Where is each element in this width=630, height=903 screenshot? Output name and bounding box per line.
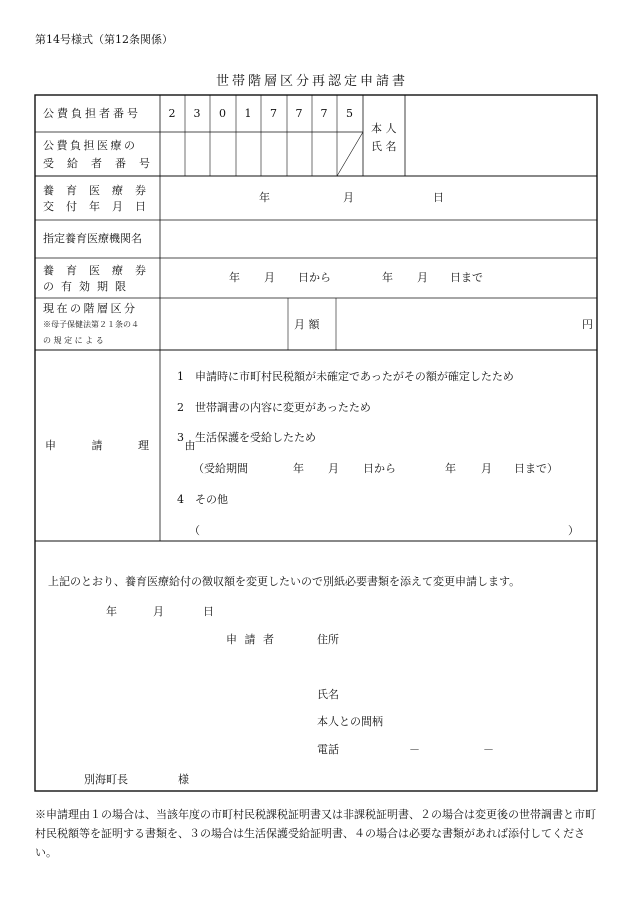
label-validity-line1: 養育医療券 bbox=[43, 264, 158, 277]
label-tier-line2: ※母子保健法第２１条の４ bbox=[43, 320, 139, 329]
other-paren-close: ） bbox=[568, 524, 579, 537]
welfare-from-year: 年 bbox=[293, 462, 304, 475]
label-patient-name-line2: 氏 名 bbox=[371, 140, 397, 153]
label-patient-name-line1: 本 人 bbox=[371, 122, 397, 135]
label-issue-line1: 養育医療券 bbox=[43, 184, 158, 197]
form-number: 第14号様式（第12条関係） bbox=[35, 33, 173, 46]
footnote: ※申請理由１の場合は、当該年度の市町村民税課税証明書又は非課税証明書、２の場合は変更後の世帯調書と市町村民税額等を証明する書類を、３の場合は生活保護受給証明書、４の場合は必要な書類があれば添付してください。 bbox=[35, 808, 596, 859]
applicant-relation: 本人との間柄 bbox=[317, 715, 383, 728]
public-number-digit: 3 bbox=[193, 107, 201, 120]
addressee-mayor: 別海町長 bbox=[84, 773, 128, 786]
reason-1: 1 申請時に市町村民税額が未確定であったがその額が確定したため bbox=[177, 370, 514, 383]
other-paren-open: （ bbox=[189, 524, 200, 537]
label-institution: 指定養育医療機関名 bbox=[43, 232, 142, 245]
validity-from-year: 年 bbox=[229, 271, 240, 284]
welfare-from-month: 月 bbox=[328, 462, 339, 475]
public-number-digit: 5 bbox=[346, 107, 353, 120]
label-recipient-line2: 受給者番号 bbox=[43, 157, 163, 170]
issue-day: 日 bbox=[433, 191, 444, 204]
applicant-label: 申 請 者 bbox=[226, 633, 276, 646]
label-tier-line3: の 規 定 に よ る bbox=[43, 336, 104, 345]
date-month: 月 bbox=[153, 605, 164, 618]
label-validity-line2: の有効期限 bbox=[43, 280, 133, 293]
welfare-from-day: 日から bbox=[363, 462, 396, 475]
reason-4: 4 その他 bbox=[177, 493, 228, 506]
public-number-digit: 7 bbox=[320, 107, 328, 120]
public-number-digit: 0 bbox=[219, 107, 226, 120]
welfare-to-month: 月 bbox=[481, 462, 492, 475]
label-monthly: 月 額 bbox=[294, 318, 320, 331]
public-number-digit: 1 bbox=[244, 107, 252, 120]
validity-to-day: 日まで bbox=[450, 271, 483, 284]
validity-from-day: 日から bbox=[298, 271, 331, 284]
statement: 上記のとおり、養育医療給付の徴収額を変更したいので別紙必要書類を添えて変更申請します。 bbox=[48, 575, 521, 588]
label-recipient-line1: 公費負担医療の bbox=[43, 139, 138, 152]
addressee-honorific: 様 bbox=[178, 773, 189, 786]
applicant-address: 住所 bbox=[317, 633, 339, 646]
welfare-period-open: （受給期間 bbox=[193, 462, 248, 475]
welfare-to-year: 年 bbox=[445, 462, 456, 475]
phone-dash-2: － bbox=[483, 743, 494, 756]
issue-year: 年 bbox=[259, 191, 270, 204]
validity-to-year: 年 bbox=[382, 271, 393, 284]
label-public-number: 公費負担者番号 bbox=[43, 107, 141, 120]
reason-3: 3 生活保護を受給したため bbox=[177, 431, 316, 444]
label-issue-line2: 交付年月日 bbox=[43, 200, 158, 213]
label-tier-line1: 現在の階層区分 bbox=[43, 302, 138, 315]
issue-month: 月 bbox=[343, 191, 354, 204]
public-number-digit: 7 bbox=[295, 107, 303, 120]
validity-to-month: 月 bbox=[417, 271, 428, 284]
public-number-digit: 7 bbox=[270, 107, 277, 120]
label-reason: 申 請 理 由 bbox=[45, 439, 212, 452]
welfare-to-day: 日まで） bbox=[514, 462, 558, 475]
validity-from-month: 月 bbox=[264, 271, 275, 284]
label-yen: 円 bbox=[582, 318, 593, 331]
applicant-phone: 電話 bbox=[317, 743, 339, 756]
date-day: 日 bbox=[203, 605, 214, 618]
page-title: 世帯階層区分再認定申請書 bbox=[216, 74, 409, 89]
public-number-digit: 2 bbox=[168, 107, 176, 120]
applicant-name: 氏名 bbox=[317, 688, 339, 701]
date-year: 年 bbox=[106, 605, 117, 618]
phone-dash-1: － bbox=[409, 743, 420, 756]
reason-2: 2 世帯調書の内容に変更があったため bbox=[177, 401, 371, 414]
